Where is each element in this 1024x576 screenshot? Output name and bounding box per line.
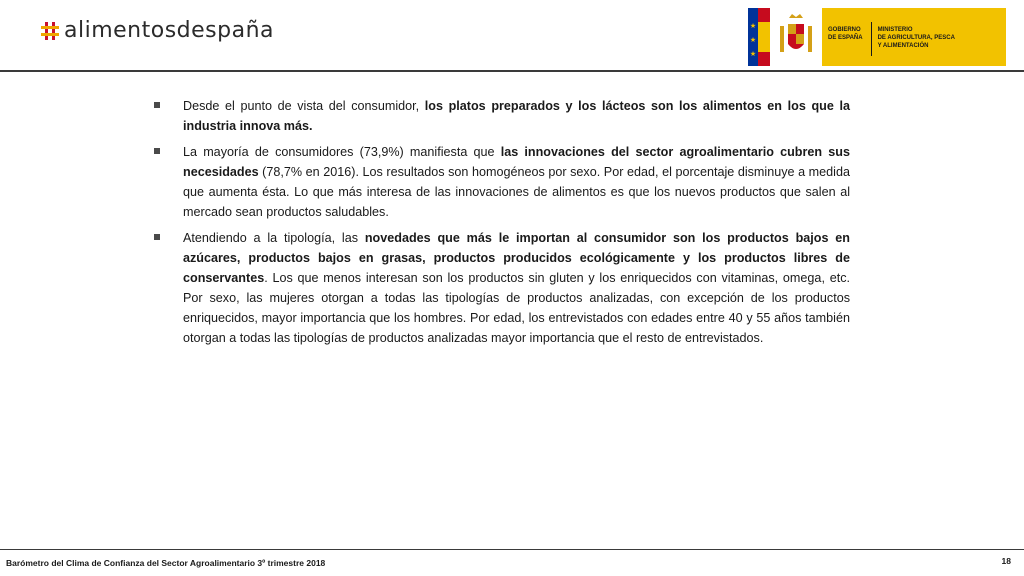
text-segment: (78,7% en 2016). Los resultados son homogéneos por sexo. Por edad, el porcentaje disminuye a medida que aumenta ésta. Lo que más interesa de las innovaciones de alimentos es que los nuevos productos que salen al mercado sean productos saludables. [183, 165, 850, 219]
svg-text:★: ★ [749, 37, 757, 44]
bullet-item [154, 142, 850, 222]
gov-line-1: GOBIERNO [828, 27, 861, 33]
svg-text:★: ★ [749, 51, 757, 58]
ministry-label [876, 8, 955, 66]
bullet-item [154, 96, 850, 136]
government-label [822, 8, 863, 66]
page-number: 18 [1001, 556, 1011, 566]
banner-divider [871, 22, 872, 56]
eu-spain-flag-icon [748, 8, 770, 66]
slide-content [154, 96, 850, 354]
text-segment: La mayoría de consumidores (73,9%) manifiesta que [183, 145, 501, 159]
hash-logo-icon [40, 21, 60, 41]
text-segment-bold: novedades que más le importan al consumidor son los productos bajos en azúcares, productos bajos en grasas, productos producidos ecológicamente y los productos libres de conservantes [183, 231, 850, 285]
text-segment-bold: los platos preparados y los lácteos son los alimentos en los que la industria innova más. [183, 99, 850, 133]
ministry-line-1: MINISTERIO [877, 27, 913, 33]
footer-title: Barómetro del Clima de Confianza del Sector Agroalimentario 3º trimestre 2018 [6, 558, 326, 568]
ministry-line-3: Y ALIMENTACIÓN [877, 43, 929, 49]
text-segment: Desde el punto de vista del consumidor, [183, 99, 425, 113]
footer-divider [0, 549, 1024, 550]
logo-text: alimentosdespaña [64, 18, 274, 43]
text-segment: . Los que menos interesan son los productos sin gluten y los enriquecidos con vitaminas, omega, etc. Por sexo, las mujeres otorgan a todas las tipologías de productos analizadas, con excepción de los productos enriquecidos, mayor importancia que los hombres. Por edad, los entrevistados con edades entre 40 y 55 años también otorgan a todas las tipologías de productos analizadas mayor importancia que el resto de entrevistados. [183, 271, 850, 345]
text-segment: Atendiendo a la tipología, las [183, 231, 365, 245]
header-divider [0, 70, 1024, 72]
alimentos-logo[interactable] [40, 18, 274, 43]
coat-of-arms-icon [770, 8, 822, 66]
ministry-line-2: DE AGRICULTURA, PESCA [877, 35, 955, 41]
svg-text:★: ★ [749, 23, 757, 30]
square-bullet-icon [154, 102, 160, 108]
square-bullet-icon [154, 234, 160, 240]
gov-line-2: DE ESPAÑA [828, 35, 863, 41]
bullet-item [154, 228, 850, 348]
text-segment-bold: las innovaciones del sector agroalimentario cubren sus necesidades [183, 145, 850, 179]
square-bullet-icon [154, 148, 160, 154]
government-banner [748, 8, 1006, 66]
header [0, 0, 1024, 70]
